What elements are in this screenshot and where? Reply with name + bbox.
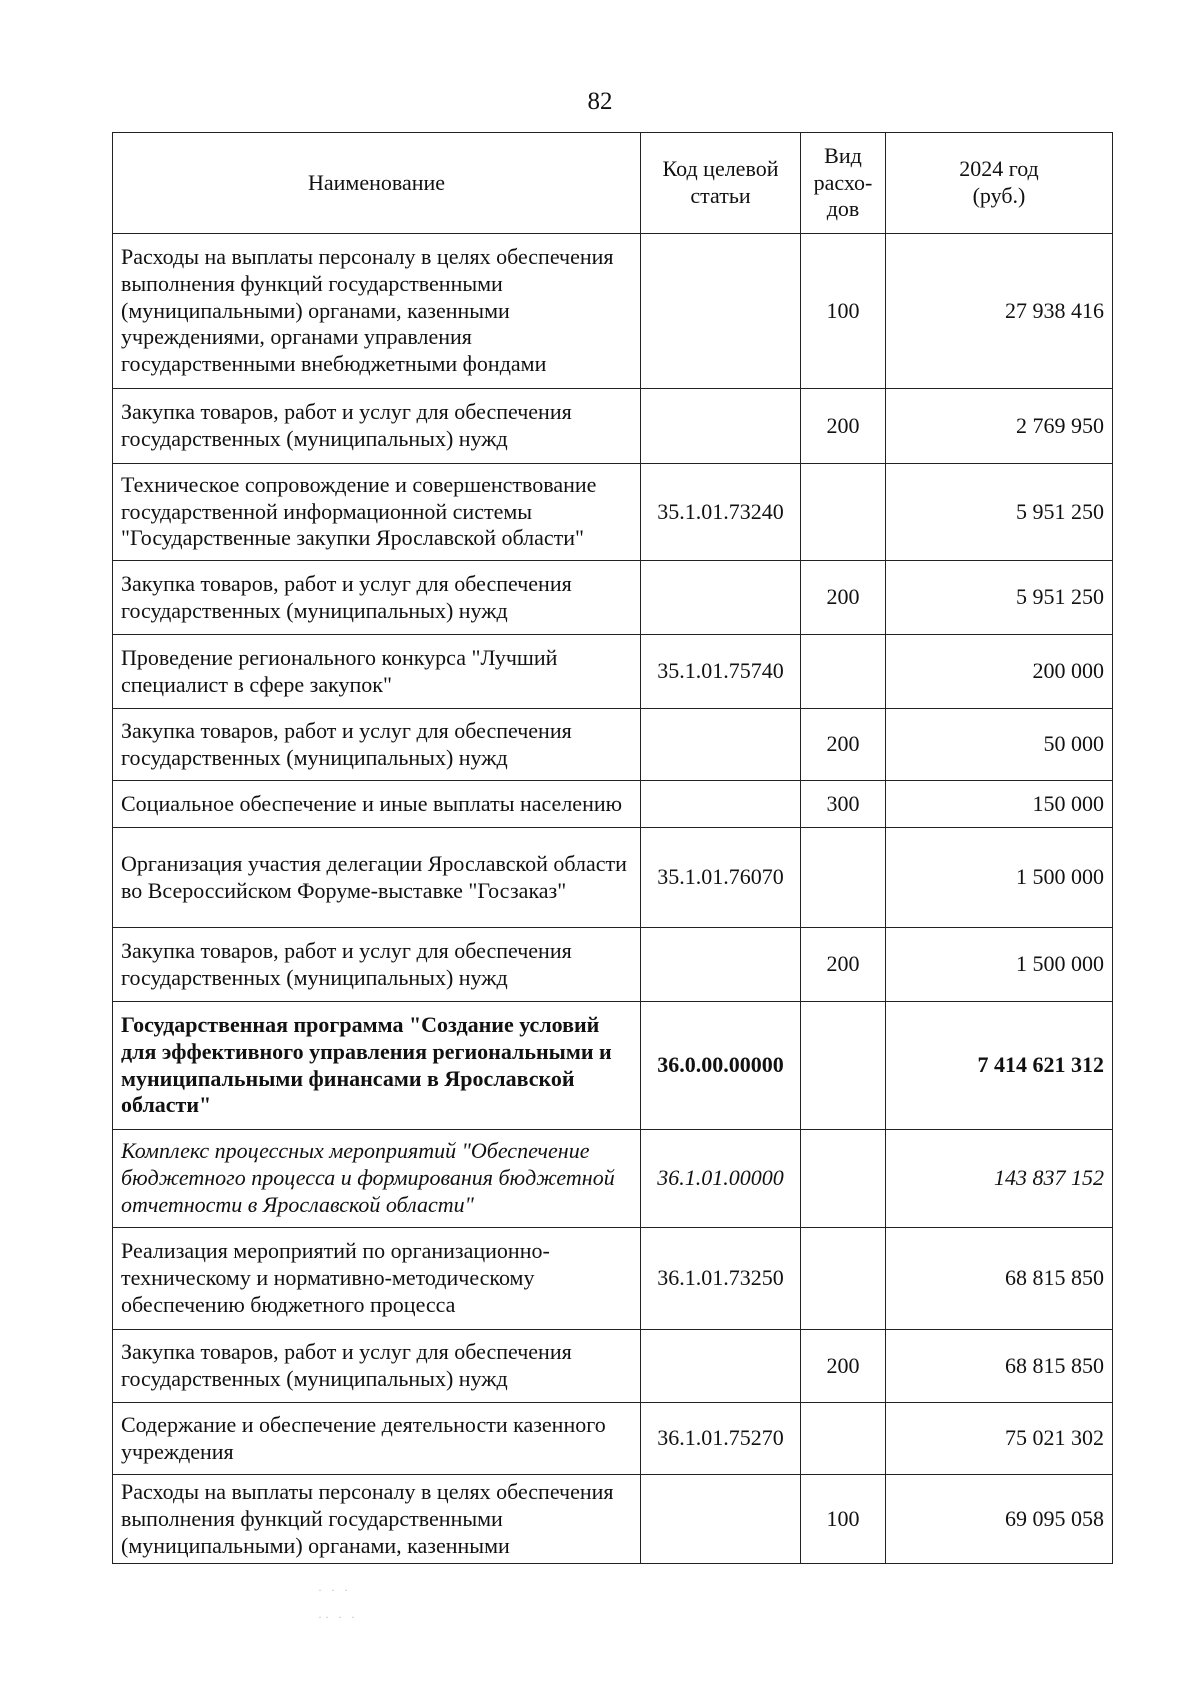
cell-name: Проведение регионального конкурса "Лучший специалист в сфере закупок" xyxy=(113,635,641,709)
cell-target-code: 36.0.00.00000 xyxy=(641,1002,801,1130)
table-row xyxy=(113,709,1113,781)
table-row xyxy=(113,561,1113,635)
column-header-code: Код целевой статьи xyxy=(641,133,801,234)
cell-amount-2024: 27 938 416 xyxy=(886,234,1113,389)
cell-expense-kind: 200 xyxy=(801,1330,886,1403)
cell-target-code xyxy=(641,709,801,781)
table-body xyxy=(113,234,1113,1564)
cell-expense-kind: 200 xyxy=(801,709,886,781)
cell-name: Закупка товаров, работ и услуг для обеспечения государственных (муниципальных) нужд xyxy=(113,928,641,1002)
cell-name: Организация участия делегации Ярославской области во Всероссийском Форуме-выставке "Госзаказ" xyxy=(113,828,641,928)
scan-artifact: ·· · · xyxy=(318,1610,358,1624)
cell-amount-2024: 68 815 850 xyxy=(886,1228,1113,1330)
cell-amount-2024: 200 000 xyxy=(886,635,1113,709)
cell-target-code xyxy=(641,561,801,635)
table-header-row xyxy=(113,133,1113,234)
cell-target-code: 36.1.01.00000 xyxy=(641,1130,801,1228)
table-row xyxy=(113,1403,1113,1475)
cell-expense-kind xyxy=(801,828,886,928)
cell-amount-2024: 150 000 xyxy=(886,781,1113,828)
cell-amount-2024: 50 000 xyxy=(886,709,1113,781)
cell-expense-kind: 200 xyxy=(801,561,886,635)
cell-expense-kind: 300 xyxy=(801,781,886,828)
column-header-kind: Вид расхо-дов xyxy=(801,133,886,234)
table-row xyxy=(113,828,1113,928)
cell-target-code xyxy=(641,389,801,464)
cell-amount-2024: 5 951 250 xyxy=(886,561,1113,635)
cell-expense-kind: 200 xyxy=(801,928,886,1002)
cell-target-code xyxy=(641,1330,801,1403)
cell-target-code: 36.1.01.75270 xyxy=(641,1403,801,1475)
cell-target-code: 36.1.01.73250 xyxy=(641,1228,801,1330)
cell-target-code: 35.1.01.73240 xyxy=(641,464,801,561)
page-number: 82 xyxy=(587,88,613,115)
cell-target-code xyxy=(641,234,801,389)
cell-name: Государственная программа "Создание условий для эффективного управления региональными и муниципальными финансами в Ярославской области" xyxy=(113,1002,641,1130)
cell-amount-2024: 143 837 152 xyxy=(886,1130,1113,1228)
cell-target-code xyxy=(641,1475,801,1564)
cell-name: Социальное обеспечение и иные выплаты населению xyxy=(113,781,641,828)
cell-target-code xyxy=(641,928,801,1002)
table-row xyxy=(113,234,1113,389)
column-header-amount: 2024 год (руб.) xyxy=(886,133,1113,234)
table-row xyxy=(113,1475,1113,1564)
cell-name: Расходы на выплаты персоналу в целях обеспечения выполнения функций государственными (муниципальными) органами, казенными xyxy=(113,1475,641,1564)
cell-expense-kind xyxy=(801,1228,886,1330)
cell-expense-kind xyxy=(801,1130,886,1228)
cell-amount-2024: 5 951 250 xyxy=(886,464,1113,561)
table-row xyxy=(113,635,1113,709)
cell-amount-2024: 69 095 058 xyxy=(886,1475,1113,1564)
cell-name: Закупка товаров, работ и услуг для обеспечения государственных (муниципальных) нужд xyxy=(113,1330,641,1403)
table-row xyxy=(113,1330,1113,1403)
cell-name: Закупка товаров, работ и услуг для обеспечения государственных (муниципальных) нужд xyxy=(113,389,641,464)
cell-expense-kind: 100 xyxy=(801,1475,886,1564)
table-row xyxy=(113,928,1113,1002)
cell-target-code xyxy=(641,781,801,828)
cell-amount-2024: 1 500 000 xyxy=(886,928,1113,1002)
column-header-name: Наименование xyxy=(113,133,641,234)
cell-expense-kind xyxy=(801,635,886,709)
cell-amount-2024: 75 021 302 xyxy=(886,1403,1113,1475)
cell-name: Комплекс процессных мероприятий "Обеспечение бюджетного процесса и формирования бюджетной отчетности в Ярославской области" xyxy=(113,1130,641,1228)
scan-artifact: · · · xyxy=(318,1583,351,1597)
table-row xyxy=(113,1002,1113,1130)
cell-expense-kind xyxy=(801,1403,886,1475)
table-row xyxy=(113,1228,1113,1330)
cell-amount-2024: 1 500 000 xyxy=(886,828,1113,928)
budget-table xyxy=(112,132,1113,1564)
table-row xyxy=(113,781,1113,828)
cell-name: Закупка товаров, работ и услуг для обеспечения государственных (муниципальных) нужд xyxy=(113,709,641,781)
table-row xyxy=(113,389,1113,464)
cell-expense-kind: 100 xyxy=(801,234,886,389)
cell-name: Расходы на выплаты персоналу в целях обеспечения выполнения функций государственными (муниципальными) органами, казенными учреждениями, органами управления государственными внебюджетными фондами xyxy=(113,234,641,389)
cell-name: Содержание и обеспечение деятельности казенного учреждения xyxy=(113,1403,641,1475)
cell-expense-kind xyxy=(801,1002,886,1130)
cell-amount-2024: 7 414 621 312 xyxy=(886,1002,1113,1130)
cell-amount-2024: 68 815 850 xyxy=(886,1330,1113,1403)
cell-name: Реализация мероприятий по организационно-техническому и нормативно-методическому обеспечению бюджетного процесса xyxy=(113,1228,641,1330)
cell-expense-kind: 200 xyxy=(801,389,886,464)
cell-expense-kind xyxy=(801,464,886,561)
cell-amount-2024: 2 769 950 xyxy=(886,389,1113,464)
cell-name: Закупка товаров, работ и услуг для обеспечения государственных (муниципальных) нужд xyxy=(113,561,641,635)
cell-target-code: 35.1.01.76070 xyxy=(641,828,801,928)
cell-name: Техническое сопровождение и совершенствование государственной информационной системы "Государственные закупки Ярославской области" xyxy=(113,464,641,561)
table-row xyxy=(113,464,1113,561)
table-row xyxy=(113,1130,1113,1228)
cell-target-code: 35.1.01.75740 xyxy=(641,635,801,709)
